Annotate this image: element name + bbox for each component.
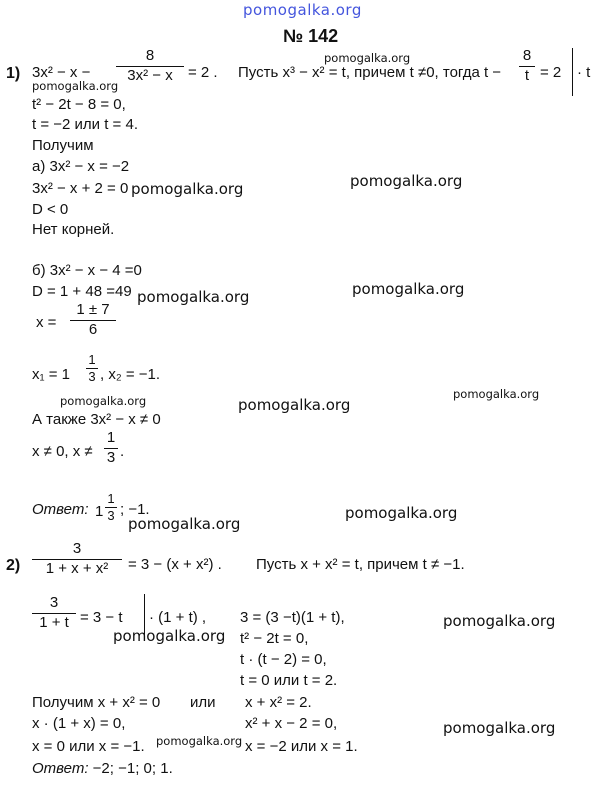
part2-eq-right: = 3 − (x + x²) . xyxy=(128,556,222,573)
numerator: 1 xyxy=(88,352,96,367)
problem-number: № 142 xyxy=(283,26,339,46)
part1-eq-right: = 2 . xyxy=(188,64,218,81)
denominator: 3x² − x xyxy=(127,66,173,84)
denominator: 6 xyxy=(88,320,98,338)
watermark-large: pomogalka.org xyxy=(131,180,244,198)
denominator: 1 + x + x² xyxy=(45,559,109,577)
part1-also: А также 3x² − x ≠ 0 xyxy=(32,411,161,428)
part2-l5: t = 0 или t = 2. xyxy=(240,672,338,689)
watermark-large: pomogalka.org xyxy=(352,280,465,298)
denominator: 3 xyxy=(107,508,115,524)
watermark-large: pomogalka.org xyxy=(345,504,458,522)
part1-t-roots: t = −2 или t = 4. xyxy=(32,116,138,133)
part1-answer-label xyxy=(32,501,89,518)
part1-b-x1-lhs: x₁ = 1 xyxy=(32,366,70,383)
answer-label: Ответ: xyxy=(32,760,89,777)
part1-b-d: D = 1 + 48 =49 xyxy=(32,283,132,300)
part2-l2-mult: · (1 + t) , xyxy=(149,609,207,626)
watermark-small: pomogalka.org xyxy=(60,394,147,408)
part1-eq-left: 3x² − x − xyxy=(32,64,91,81)
watermark-large: pomogalka.org xyxy=(238,396,351,414)
part2-or: или xyxy=(190,694,216,711)
watermark-large: pomogalka.org xyxy=(443,719,556,737)
part1-substitution: Пусть x³ − x² = t, причем t ≠0, тогда t − xyxy=(238,64,502,81)
numerator: 3 xyxy=(72,540,82,557)
numerator: 1 xyxy=(106,429,116,446)
site-watermark-top: pomogalka.org xyxy=(243,1,362,19)
watermark-large: pomogalka.org xyxy=(128,515,241,533)
watermark-small: pomogalka.org xyxy=(324,51,411,65)
part1-label: 1) xyxy=(6,65,21,82)
watermark-large: pomogalka.org xyxy=(137,288,250,306)
numerator: 1 xyxy=(107,491,115,506)
part2-l2-fraction xyxy=(32,595,76,631)
part1-x-ne-fraction xyxy=(104,430,118,466)
numerator: 8 xyxy=(145,47,155,64)
part2-substitution: Пусть x + x² = t, причем t ≠ −1. xyxy=(256,556,465,573)
numerator: 1 ± 7 xyxy=(76,301,110,318)
part2-label: 2) xyxy=(6,557,21,574)
watermark-small: pomogalka.org xyxy=(156,734,243,748)
part1-sub-fraction xyxy=(519,48,535,84)
part1-answer-whole: 1 xyxy=(95,503,104,520)
denominator: 3 xyxy=(106,448,116,466)
denominator: 3 xyxy=(88,369,96,385)
part2-eq-fraction xyxy=(32,541,122,577)
part1-a-eq: а) 3x² − x = −2 xyxy=(32,158,130,175)
denominator: 1 + t xyxy=(39,613,69,631)
watermark-large: pomogalka.org xyxy=(113,627,226,645)
part1-x-ne-end: . xyxy=(120,443,125,460)
part2-l3: t² − 2t = 0, xyxy=(240,630,309,647)
part1-a-eq2: 3x² − x + 2 = 0 xyxy=(32,180,129,197)
part1-sub-mult: · t xyxy=(577,64,591,81)
denominator: t xyxy=(524,66,530,84)
part2-l2-right: 3 = (3 −t)(1 + t), xyxy=(240,609,345,626)
part2-l7-left: x · (1 + x) = 0, xyxy=(32,715,126,732)
watermark-large: pomogalka.org xyxy=(350,172,463,190)
part2-l8-left: x = 0 или x = −1. xyxy=(32,738,145,755)
part2-l7-right: x² + x − 2 = 0, xyxy=(245,715,338,732)
multiply-bar xyxy=(572,48,573,96)
part1-b-x-lhs: x = xyxy=(36,314,57,331)
watermark-small: pomogalka.org xyxy=(32,79,119,93)
numerator: 8 xyxy=(522,47,532,64)
part1-answer-fraction xyxy=(105,492,117,524)
part2-answer xyxy=(32,760,173,777)
part2-get-right: x + x² = 2. xyxy=(245,694,312,711)
part1-eq-fraction xyxy=(116,48,184,84)
part2-l2-mid: = 3 − t xyxy=(80,609,123,626)
numerator: 3 xyxy=(49,594,59,611)
part1-b-eq: б) 3x² − x − 4 =0 xyxy=(32,262,142,279)
part1-x-ne: x ≠ 0, x ≠ xyxy=(32,443,93,460)
part1-b-x-fraction xyxy=(70,302,116,338)
part1-a-d: D < 0 xyxy=(32,201,69,218)
part2-l8-right: x = −2 или x = 1. xyxy=(245,738,358,755)
part2-get-left: Получим x + x² = 0 xyxy=(32,694,161,711)
watermark-small: pomogalka.org xyxy=(453,387,540,401)
part1-a-none: Нет корней. xyxy=(32,221,115,238)
part1-sub-right: = 2 xyxy=(540,64,562,81)
answer-value: −2; −1; 0; 1. xyxy=(92,760,173,777)
answer-label: Ответ: xyxy=(32,501,89,518)
part1-b-x1-fraction xyxy=(86,353,98,385)
part2-l4: t · (t − 2) = 0, xyxy=(240,651,327,668)
part1-get: Получим xyxy=(32,137,94,154)
part1-b-x2: , x₂ = −1. xyxy=(100,366,161,383)
watermark-large: pomogalka.org xyxy=(443,612,556,630)
part1-answer-rest: ; −1. xyxy=(120,501,150,518)
part1-quadratic: t² − 2t − 8 = 0, xyxy=(32,96,126,113)
